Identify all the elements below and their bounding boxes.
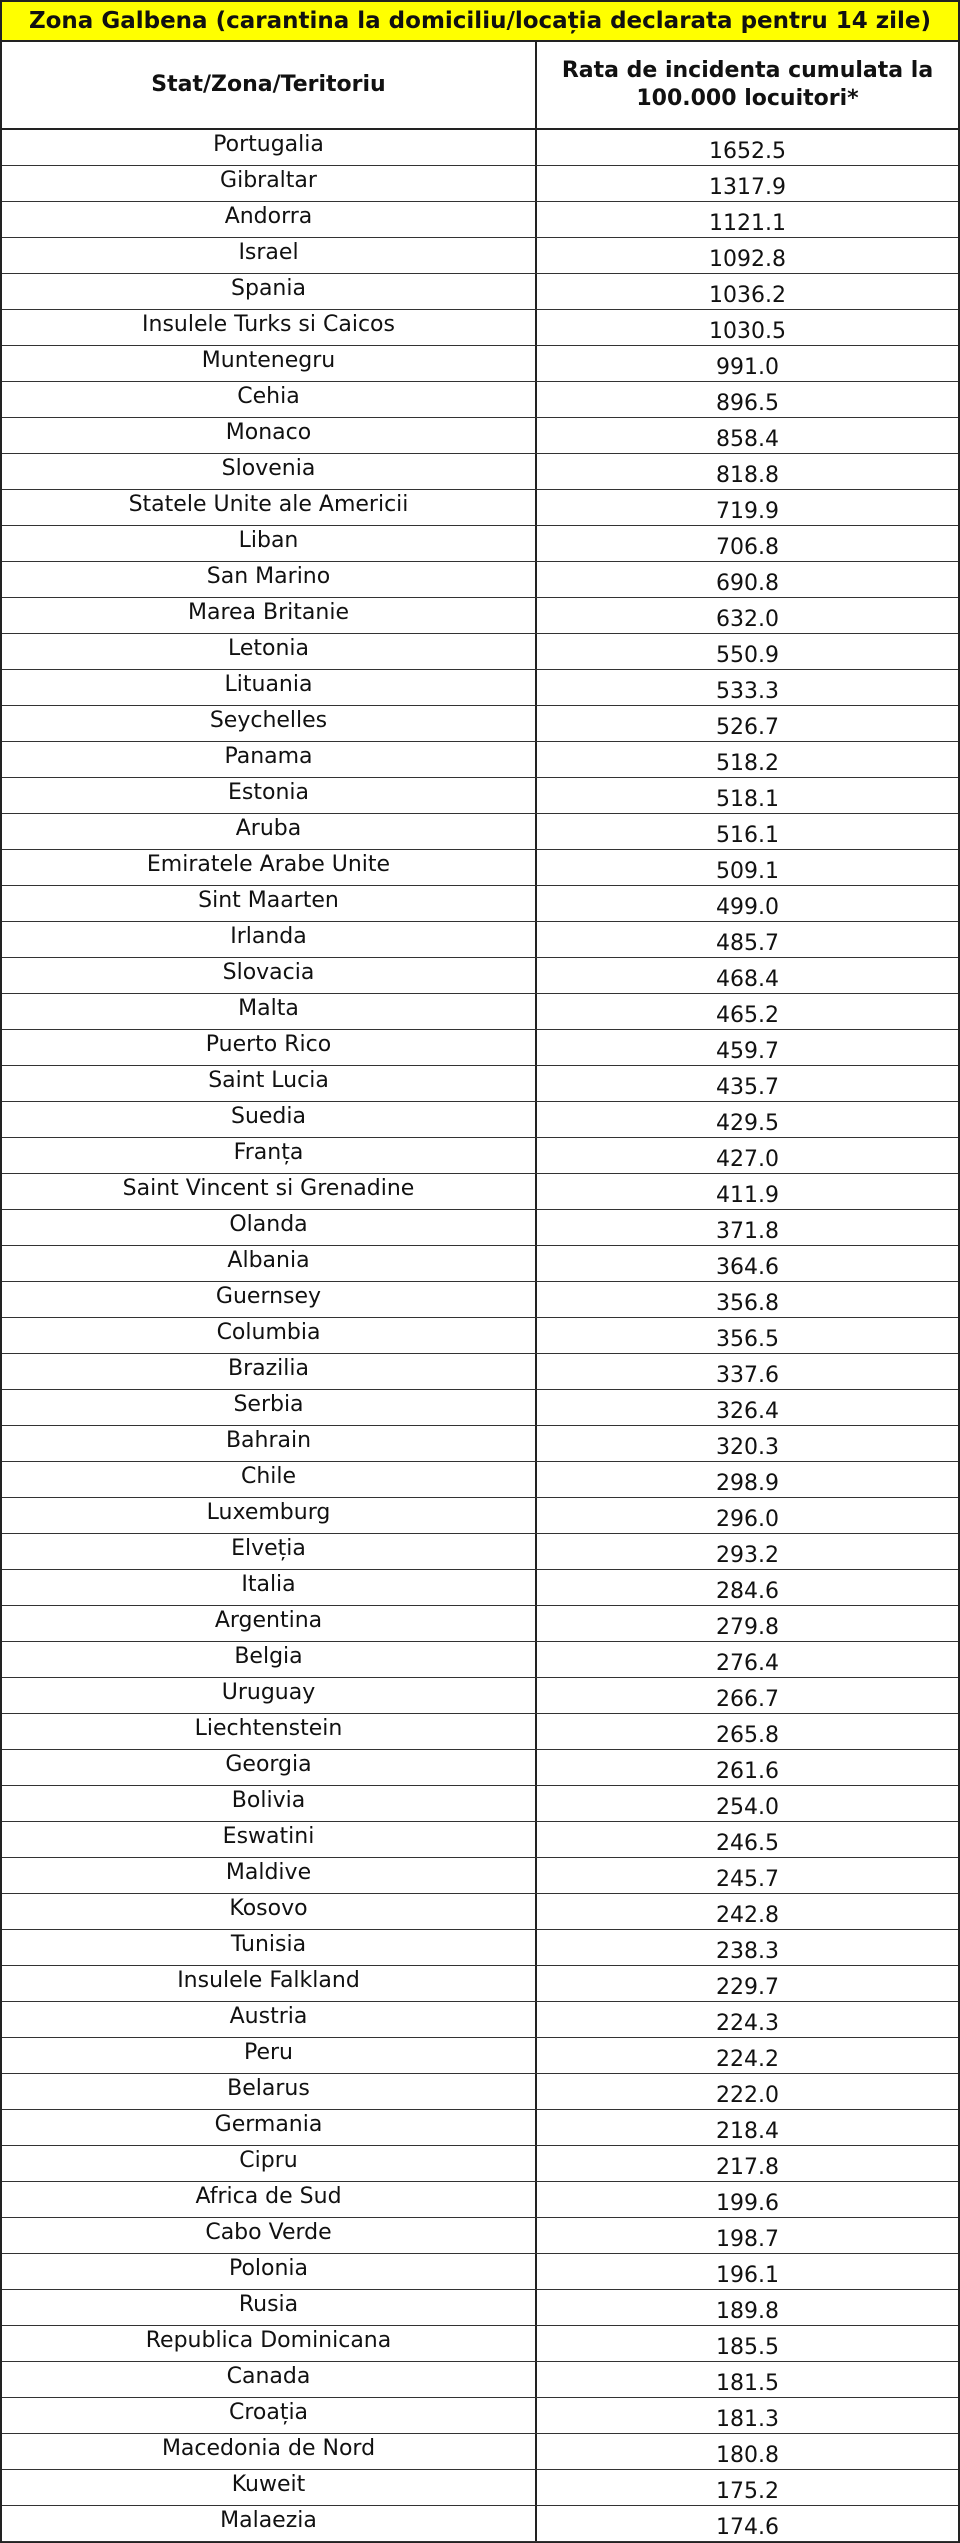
table-row [2, 886, 958, 922]
table-row [2, 2470, 958, 2506]
table-row [2, 1030, 958, 1066]
table-body [2, 130, 958, 2542]
table-row [2, 238, 958, 274]
rate-cell: 356.5 [716, 1327, 779, 1352]
country-cell: Portugalia [2, 130, 537, 165]
table-row [2, 1066, 958, 1102]
rate-cell: 1092.8 [709, 247, 786, 272]
rate-cell: 526.7 [716, 715, 779, 740]
rate-cell: 198.7 [716, 2227, 779, 2252]
country-cell: Slovacia [2, 958, 537, 993]
country-cell: Aruba [2, 814, 537, 849]
rate-cell: 518.1 [716, 787, 779, 812]
table-row [2, 2506, 958, 2542]
table-row [2, 166, 958, 202]
table-row [2, 1822, 958, 1858]
country-cell: Marea Britanie [2, 598, 537, 633]
table-row [2, 634, 958, 670]
country-cell: Bahrain [2, 1426, 537, 1461]
header-rate [537, 42, 958, 128]
table-row [2, 562, 958, 598]
table-row [2, 670, 958, 706]
table-row [2, 2146, 958, 2182]
rate-cell: 181.5 [716, 2371, 779, 2396]
header-rate-line2: 100.000 locuitori* [636, 86, 859, 111]
country-cell: Chile [2, 1462, 537, 1497]
country-cell: Columbia [2, 1318, 537, 1353]
country-cell: Elveția [2, 1534, 537, 1569]
country-cell: Suedia [2, 1102, 537, 1137]
table-row [2, 1930, 958, 1966]
table-row [2, 1282, 958, 1318]
table-row [2, 1642, 958, 1678]
table-header [2, 42, 958, 130]
rate-cell: 499.0 [716, 895, 779, 920]
table-row [2, 2434, 958, 2470]
table-row [2, 1102, 958, 1138]
country-cell: Albania [2, 1246, 537, 1281]
rate-cell: 296.0 [716, 1507, 779, 1532]
country-cell: Insulele Turks si Caicos [2, 310, 537, 345]
rate-cell: 516.1 [716, 823, 779, 848]
table-row [2, 2002, 958, 2038]
rate-cell: 242.8 [716, 1903, 779, 1928]
header-rate-line1: Rata de incidenta cumulata la [561, 58, 934, 83]
rate-cell: 320.3 [716, 1435, 779, 1460]
country-cell: Estonia [2, 778, 537, 813]
country-cell: Austria [2, 2002, 537, 2037]
rate-cell: 181.3 [716, 2407, 779, 2432]
rate-cell: 427.0 [716, 1147, 779, 1172]
table-row [2, 418, 958, 454]
country-cell: Spania [2, 274, 537, 309]
rate-cell: 518.2 [716, 751, 779, 776]
rate-cell: 298.9 [716, 1471, 779, 1496]
country-cell: Andorra [2, 202, 537, 237]
rate-cell: 254.0 [716, 1795, 779, 1820]
table-row [2, 706, 958, 742]
table-row [2, 1534, 958, 1570]
table-row [2, 490, 958, 526]
rate-cell: 326.4 [716, 1399, 779, 1424]
country-cell: Serbia [2, 1390, 537, 1425]
country-cell: Liban [2, 526, 537, 561]
rate-cell: 1652.5 [709, 139, 786, 164]
table-row [2, 1714, 958, 1750]
rate-cell: 719.9 [716, 499, 779, 524]
country-cell: Irlanda [2, 922, 537, 957]
rate-cell: 224.2 [716, 2047, 779, 2072]
country-cell: Peru [2, 2038, 537, 2073]
rate-cell: 364.6 [716, 1255, 779, 1280]
table-row [2, 1354, 958, 1390]
country-cell: Malaezia [2, 2506, 537, 2541]
rate-cell: 690.8 [716, 571, 779, 596]
rate-cell: 238.3 [716, 1939, 779, 1964]
rate-cell: 222.0 [716, 2083, 779, 2108]
table-row [2, 1138, 958, 1174]
table-row [2, 778, 958, 814]
rate-cell: 1036.2 [709, 283, 786, 308]
country-cell: Sint Maarten [2, 886, 537, 921]
country-cell: Africa de Sud [2, 2182, 537, 2217]
rate-cell: 356.8 [716, 1291, 779, 1316]
table-row [2, 1858, 958, 1894]
table-row [2, 202, 958, 238]
table-row [2, 958, 958, 994]
table-row [2, 2038, 958, 2074]
country-cell: Eswatini [2, 1822, 537, 1857]
country-cell: Kosovo [2, 1894, 537, 1929]
country-cell: Republica Dominicana [2, 2326, 537, 2361]
rate-cell: 550.9 [716, 643, 779, 668]
table-row [2, 382, 958, 418]
rate-cell: 265.8 [716, 1723, 779, 1748]
table-row [2, 1570, 958, 1606]
rate-cell: 411.9 [716, 1183, 779, 1208]
country-cell: Uruguay [2, 1678, 537, 1713]
country-cell: Belgia [2, 1642, 537, 1677]
table-title: Zona Galbena (carantina la domiciliu/locația declarata pentru 14 zile) [2, 0, 958, 42]
rate-cell: 429.5 [716, 1111, 779, 1136]
table-row [2, 1606, 958, 1642]
rate-cell: 199.6 [716, 2191, 779, 2216]
rate-cell: 196.1 [716, 2263, 779, 2288]
table-row [2, 2290, 958, 2326]
table-row [2, 598, 958, 634]
table-row [2, 1678, 958, 1714]
country-cell: Monaco [2, 418, 537, 453]
country-cell: Seychelles [2, 706, 537, 741]
rate-cell: 229.7 [716, 1975, 779, 2000]
rate-cell: 459.7 [716, 1039, 779, 1064]
rate-cell: 468.4 [716, 967, 779, 992]
country-cell: Muntenegru [2, 346, 537, 381]
table-row [2, 1210, 958, 1246]
country-cell: Polonia [2, 2254, 537, 2289]
table-row [2, 2218, 958, 2254]
country-cell: Bolivia [2, 1786, 537, 1821]
table-row [2, 994, 958, 1030]
rate-cell: 1030.5 [709, 319, 786, 344]
rate-cell: 245.7 [716, 1867, 779, 1892]
table-row [2, 2182, 958, 2218]
rate-cell: 632.0 [716, 607, 779, 632]
rate-cell: 858.4 [716, 427, 779, 452]
country-cell: Italia [2, 1570, 537, 1605]
country-cell: Belarus [2, 2074, 537, 2109]
rate-cell: 246.5 [716, 1831, 779, 1856]
rate-cell: 991.0 [716, 355, 779, 380]
table-row [2, 2362, 958, 2398]
country-cell: Emiratele Arabe Unite [2, 850, 537, 885]
table-row [2, 1246, 958, 1282]
table-row [2, 526, 958, 562]
country-cell: Cabo Verde [2, 2218, 537, 2253]
country-cell: Luxemburg [2, 1498, 537, 1533]
table-row [2, 130, 958, 166]
country-cell: Olanda [2, 1210, 537, 1245]
table-row [2, 1318, 958, 1354]
country-cell: Franța [2, 1138, 537, 1173]
rate-cell: 1317.9 [709, 175, 786, 200]
country-cell: Lituania [2, 670, 537, 705]
country-cell: Canada [2, 2362, 537, 2397]
header-country: Stat/Zona/Teritoriu [2, 42, 537, 128]
country-cell: Slovenia [2, 454, 537, 489]
country-cell: Cehia [2, 382, 537, 417]
table-row [2, 346, 958, 382]
table-row [2, 1498, 958, 1534]
table-row [2, 2254, 958, 2290]
rate-cell: 279.8 [716, 1615, 779, 1640]
country-cell: Malta [2, 994, 537, 1029]
table-row [2, 814, 958, 850]
table-row [2, 1390, 958, 1426]
country-cell: Gibraltar [2, 166, 537, 201]
table-row [2, 274, 958, 310]
country-cell: Croația [2, 2398, 537, 2433]
rate-cell: 224.3 [716, 2011, 779, 2036]
rate-cell: 818.8 [716, 463, 779, 488]
country-cell: Liechtenstein [2, 1714, 537, 1749]
rate-cell: 218.4 [716, 2119, 779, 2144]
country-cell: Letonia [2, 634, 537, 669]
table-row [2, 1966, 958, 2002]
table-row [2, 1426, 958, 1462]
rate-cell: 189.8 [716, 2299, 779, 2324]
rate-cell: 180.8 [716, 2443, 779, 2468]
country-cell: Israel [2, 238, 537, 273]
rate-cell: 896.5 [716, 391, 779, 416]
country-cell: Saint Vincent si Grenadine [2, 1174, 537, 1209]
table-row [2, 454, 958, 490]
country-cell: Guernsey [2, 1282, 537, 1317]
rate-cell: 185.5 [716, 2335, 779, 2360]
country-cell: Macedonia de Nord [2, 2434, 537, 2469]
rate-cell: 533.3 [716, 679, 779, 704]
rate-cell: 261.6 [716, 1759, 779, 1784]
country-cell: Cipru [2, 2146, 537, 2181]
country-cell: Puerto Rico [2, 1030, 537, 1065]
country-cell: San Marino [2, 562, 537, 597]
rate-cell: 337.6 [716, 1363, 779, 1388]
country-cell: Germania [2, 2110, 537, 2145]
rate-cell: 706.8 [716, 535, 779, 560]
rate-cell: 465.2 [716, 1003, 779, 1028]
table-row [2, 1894, 958, 1930]
table-row [2, 742, 958, 778]
country-cell: Maldive [2, 1858, 537, 1893]
table-row [2, 1174, 958, 1210]
country-cell: Argentina [2, 1606, 537, 1641]
rate-cell: 217.8 [716, 2155, 779, 2180]
country-cell: Panama [2, 742, 537, 777]
rate-cell: 1121.1 [709, 211, 786, 236]
rate-cell: 485.7 [716, 931, 779, 956]
rate-cell: 174.6 [716, 2515, 779, 2540]
rate-cell: 266.7 [716, 1687, 779, 1712]
country-cell: Rusia [2, 2290, 537, 2325]
table-row [2, 2398, 958, 2434]
rate-cell: 509.1 [716, 859, 779, 884]
rate-cell: 371.8 [716, 1219, 779, 1244]
country-cell: Saint Lucia [2, 1066, 537, 1101]
table-row [2, 922, 958, 958]
table-row [2, 1786, 958, 1822]
table-row [2, 2326, 958, 2362]
table-row [2, 2074, 958, 2110]
country-cell: Insulele Falkland [2, 1966, 537, 2001]
table-row [2, 310, 958, 346]
table-row [2, 850, 958, 886]
rate-cell: 435.7 [716, 1075, 779, 1100]
country-cell: Georgia [2, 1750, 537, 1785]
rate-cell: 276.4 [716, 1651, 779, 1676]
rate-cell: 284.6 [716, 1579, 779, 1604]
rate-cell: 175.2 [716, 2479, 779, 2504]
country-cell: Statele Unite ale Americii [2, 490, 537, 525]
country-cell: Kuweit [2, 2470, 537, 2505]
rate-cell: 293.2 [716, 1543, 779, 1568]
table-row [2, 1750, 958, 1786]
table-row [2, 1462, 958, 1498]
table-row [2, 2110, 958, 2146]
country-cell: Brazilia [2, 1354, 537, 1389]
country-cell: Tunisia [2, 1930, 537, 1965]
